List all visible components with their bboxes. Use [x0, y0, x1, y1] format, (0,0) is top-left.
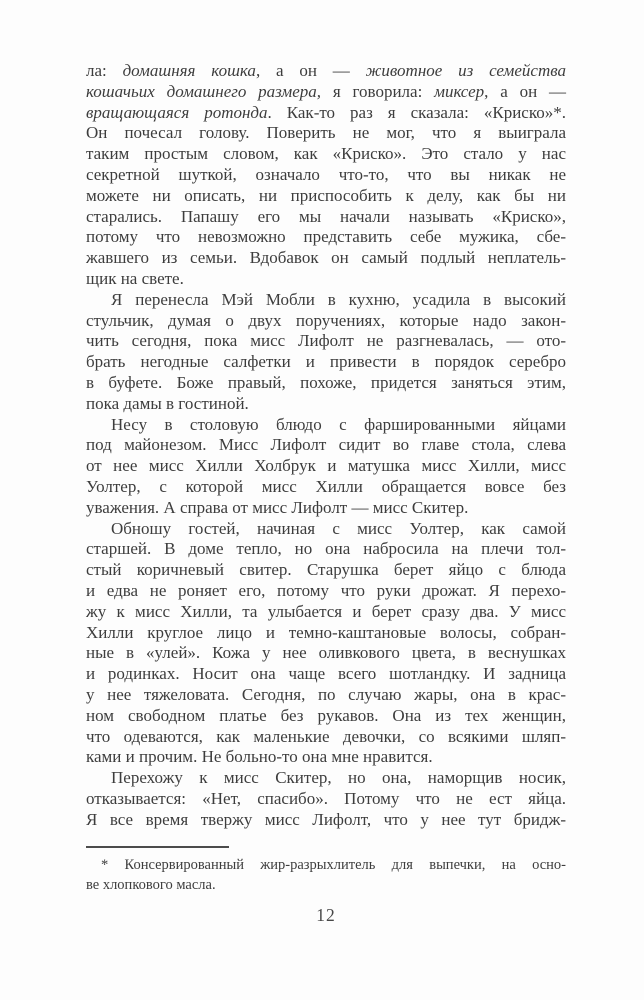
text-line: ве хлопкового масла.	[86, 877, 216, 894]
text-line: под майонезом. Мисс Лифолт сидит во главе стола, слева	[86, 435, 566, 455]
text-line: Он почесал голову. Поверить не мог, что я выиграла	[86, 123, 566, 143]
text-line: потому что невозможно представить себе мужика, сбе-	[86, 227, 566, 247]
text-line: Хилли круглое лицо и темно-каштановые волосы, собран-	[86, 622, 566, 642]
text-line: щик на свете.	[86, 268, 184, 288]
text-line: стый коричневый свитер. Старушка берет яйцо с блюда	[86, 560, 566, 580]
text-line: и едва не роняет его, потому что руки дрожат. Я перехо-	[86, 580, 566, 600]
text-line: уважения. А справа от мисс Лифолт — мисс Скитер.	[86, 497, 469, 517]
text-line: у нее тяжеловата. Сегодня, по случаю жары, она в крас-	[86, 684, 566, 704]
text-line: старшей. В доме тепло, но она набросила на плечи тол-	[86, 539, 566, 559]
text-line: ками и прочим. Не больно-то она мне нравится.	[86, 747, 433, 767]
text-line: Уолтер, с которой мисс Хилли обращается вовсе без	[86, 476, 566, 496]
text-line: ла: домашняя кошка, а он — животное из семейства	[86, 61, 566, 80]
text-line: и родинках. Носит она чаще всего шотландку. И задница	[86, 664, 566, 684]
paragraph	[86, 290, 566, 415]
text-line: таким простым словом, как «Криско». Это стало у нас	[86, 144, 566, 164]
paragraph	[86, 61, 566, 290]
text-line: от нее мисс Хилли Холбрук и матушка мисс Хилли, мисс	[86, 456, 566, 476]
footnote-divider	[86, 846, 229, 848]
text-line: секретной шуткой, означало что-то, что вы никак не	[86, 164, 566, 184]
text-line: Несу в столовую блюдо с фаршированными яйцами	[111, 414, 566, 434]
text-line: жу к мисс Хилли, та улыбается и берет сразу два. У мисс	[86, 601, 566, 621]
text-line: стульчик, думая о двух поручениях, которые надо закон-	[86, 310, 566, 330]
footnote	[86, 846, 566, 895]
paragraph	[86, 768, 566, 830]
text-line: отказывается: «Нет, спасибо». Потому что не ест яйца.	[86, 788, 566, 808]
paragraph	[86, 519, 566, 769]
footnote-text	[86, 855, 566, 895]
text-line: что одеваются, как маленькие девочки, со всякими шляп-	[86, 726, 566, 746]
text-line: ном свободном платье без рукавов. Она из тех женщин,	[86, 705, 566, 725]
text-line: в буфете. Боже правый, похоже, придется заняться этим,	[86, 372, 566, 392]
text-line: жавшего из семьи. Вдобавок он самый подлый неплатель-	[86, 248, 566, 268]
text-line: брать негодные салфетки и привести в порядок серебро	[86, 352, 566, 372]
text-line: Обношу гостей, начиная с мисс Уолтер, как самой	[111, 518, 566, 538]
text-line: чить сегодня, пока мисс Лифолт не разгневалась, — ото-	[86, 331, 566, 351]
text-line: Перехожу к мисс Скитер, но она, наморщив носик,	[111, 768, 566, 788]
text-line: пока дамы в гостиной.	[86, 393, 249, 413]
text-line: кошачьих домашнего размера, я говорила: миксер, а он —	[86, 81, 566, 101]
text-block	[86, 61, 566, 830]
text-line: ные в «улей». Кожа у нее оливкового цвета, в веснушках	[86, 643, 566, 663]
text-line: можете ни описать, ни приспособить к делу, как бы ни	[86, 185, 566, 205]
text-line: вращающаяся ротонда. Как-то раз я сказала: «Криско»*.	[86, 102, 566, 122]
paragraph	[86, 855, 566, 895]
text-line: * Консервированный жир-разрыхлитель для выпечки, на осно-	[101, 857, 566, 874]
text-line: старались. Папашу его мы начали называть «Криско»,	[86, 206, 566, 226]
text-line: Я перенесла Мэй Мобли в кухню, усадила в высокий	[111, 289, 566, 309]
text-line: Я все время твержу мисс Лифолт, что у нее тут бридж-	[86, 809, 566, 829]
page-number: 12	[316, 905, 336, 926]
paragraph	[86, 415, 566, 519]
